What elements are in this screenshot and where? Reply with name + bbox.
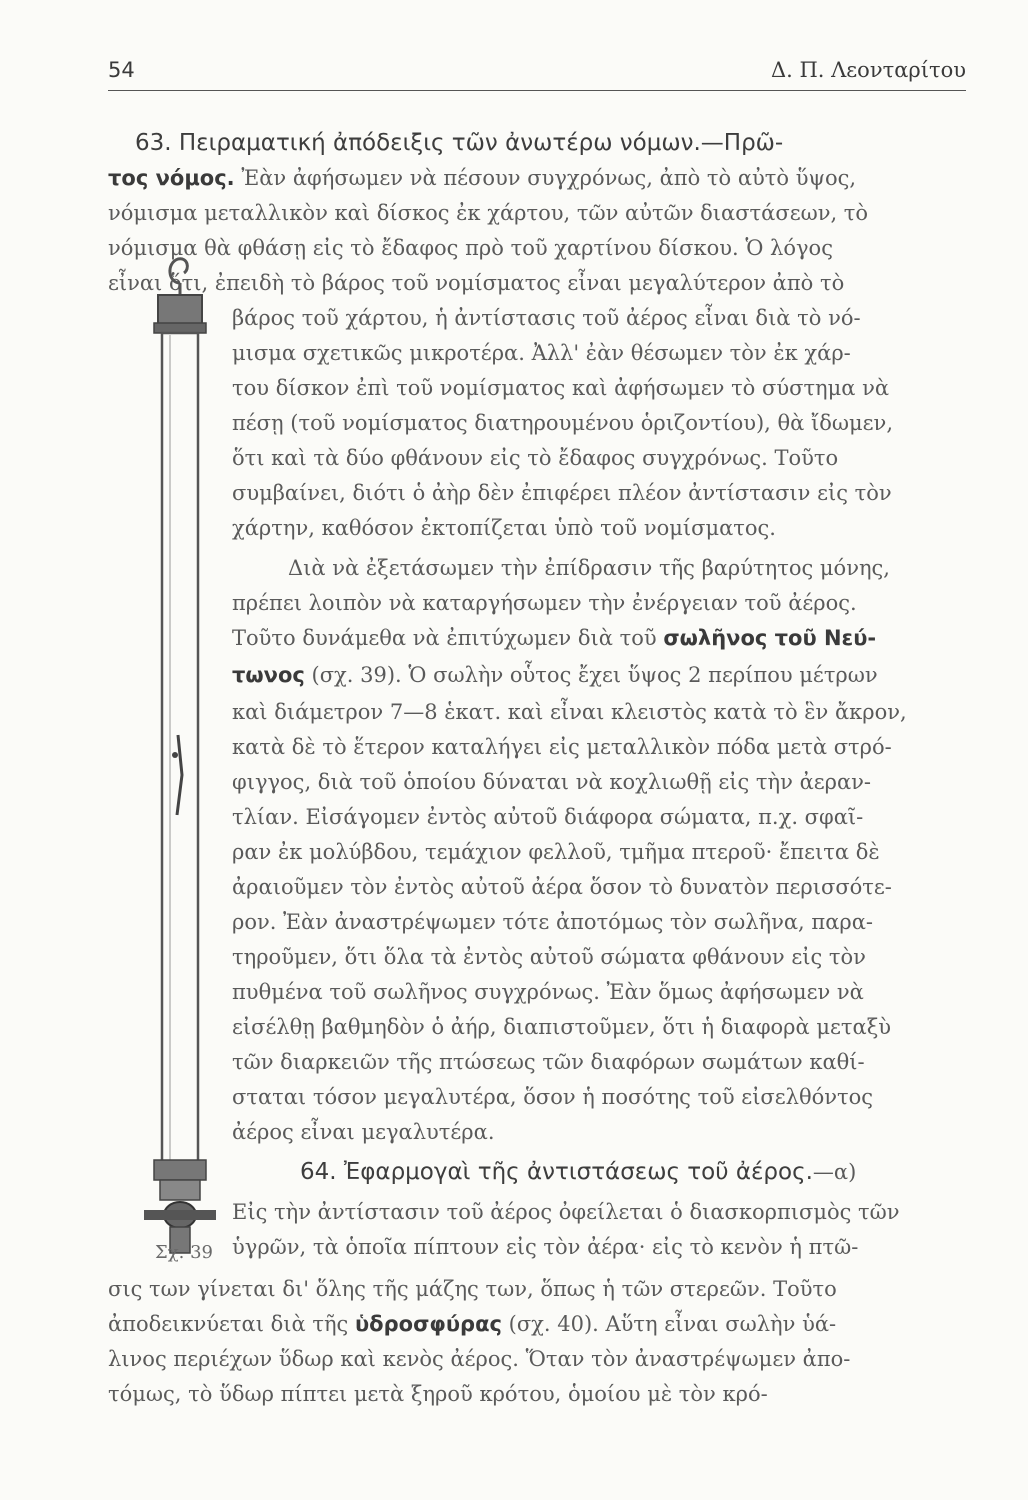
text-line [108, 1344, 850, 1374]
text-run: του δίσκον ἐπὶ τοῦ νομίσματος καὶ ἀφήσωμεν τὸ σύστημα νὰ [232, 376, 890, 400]
text-run: εἶναι ὅτι, ἐπειδὴ τὸ βάρος τοῦ νομίσματος εἶναι μεγαλύτερον ἀπὸ τὸ [108, 271, 845, 295]
text-line [108, 1309, 836, 1339]
bold-term: ὑδροσφύρας [355, 1312, 502, 1336]
text-line [232, 942, 866, 972]
text-run: ρον. Ἐὰν ἀναστρέψωμεν τότε ἀποτόμως τὸν σωλῆνα, παρα- [232, 910, 873, 934]
text-line [232, 513, 776, 543]
text-run: —α) [812, 1160, 857, 1184]
text-run: ἀέρος εἶναι μεγαλυτέρα. [232, 1120, 495, 1144]
text-run: πυθμένα τοῦ σωλῆνος συγχρόνως. Ἐὰν ὅμως ἀφήσωμεν νὰ [232, 980, 864, 1004]
text-line [232, 303, 861, 333]
text-line [232, 732, 892, 762]
text-run: πέσῃ (τοῦ νομίσματος διατηρουμένου ὁριζοντίου), θὰ ἴδωμεν, [232, 411, 893, 435]
feather [177, 735, 182, 815]
text-run: Τοῦτο δυνάμεθα νὰ ἐπιτύχωμεν διὰ τοῦ [232, 626, 664, 650]
text-run: καὶ διάμετρον 7—8 ἑκατ. καὶ εἶναι κλειστὸς κατὰ τὸ ἓν ἄκρον, [232, 700, 907, 724]
text-run: νόμισμα θὰ φθάσῃ εἰς τὸ ἔδαφος πρὸ τοῦ χαρτίνου δίσκου. Ὁ λόγος [108, 236, 833, 260]
text-run: εἰσέλθῃ βαθμηδὸν ὁ ἀήρ, διαπιστοῦμεν, ὅτι ἡ διαφορὰ μεταξὺ [232, 1015, 892, 1039]
text-line [108, 1379, 768, 1409]
text-line [232, 977, 864, 1007]
text-line [232, 767, 871, 797]
text-line [232, 623, 876, 653]
text-run: συμβαίνει, διότι ὁ ἀὴρ δὲν ἐπιφέρει πλέον ἀντίστασιν εἰς τὸν [232, 481, 892, 505]
text-line [232, 1012, 891, 1042]
text-run: (σχ. 39). Ὁ σωλὴν οὗτος ἔχει ὕψος 2 περίπου μέτρων [304, 663, 878, 687]
text-line [108, 163, 856, 193]
text-run: χάρτην, καθόσον ἐκτοπίζεται ὑπὸ τοῦ νομίσματος. [232, 516, 776, 540]
text-line [232, 1197, 900, 1227]
newton-tube-figure [140, 255, 220, 1265]
text-line [232, 408, 893, 438]
running-head: Δ. Π. Λεονταρίτου [770, 58, 966, 82]
bold-term: τωνος [232, 663, 305, 687]
text-run: ραν ἐκ μολύβδου, τεμάχιον φελλοῦ, τμῆμα πτεροῦ· ἔπειτα δὲ [232, 840, 880, 864]
text-line [232, 443, 838, 473]
text-line [232, 373, 889, 403]
text-run: σις των γίνεται δι' ὅλης τῆς μάζης των, ὅπως ἡ τῶν στερεῶν. Τοῦτο [108, 1277, 837, 1301]
page-number: 54 [108, 58, 135, 82]
text-line [232, 872, 892, 902]
text-line [288, 553, 890, 583]
text-run: νόμισμα μεταλλικὸν καὶ δίσκος ἐκ χάρτου, τῶν αὐτῶν διαστάσεων, τὸ [108, 201, 869, 225]
text-line [232, 478, 892, 508]
hook [170, 259, 187, 283]
text-run: μισμα σχετικῶς μικροτέρα. Ἀλλ' ἐὰν θέσωμεν τὸν ἐκ χάρ- [232, 341, 851, 365]
top-cap [158, 295, 202, 325]
text-run: τῶν διαρκειῶν τῆς πτώσεως τῶν διαφόρων σωμάτων καθί- [232, 1050, 865, 1074]
text-run: Διὰ νὰ ἐξετάσωμεν τὴν ἐπίδρασιν τῆς βαρύτητος μόνης, [288, 556, 890, 580]
text-line [232, 588, 857, 618]
text-line [232, 907, 873, 937]
text-line [108, 198, 868, 228]
text-run: Ἐὰν ἀφήσωμεν νὰ πέσουν συγχρόνως, ἀπὸ τὸ αὐτὸ ὕψος, [234, 166, 857, 190]
text-run: σταται τόσον μεγαλυτέρα, ὅσον ἡ ποσότης τοῦ εἰσελθόντος [232, 1085, 874, 1109]
text-run: ἀραιοῦμεν τὸν ἐντὸς αὐτοῦ ἀέρα ὅσον τὸ δυνατὸν περισσότε- [232, 875, 892, 899]
section-heading: 64. Ἐφαρμογαὶ τῆς ἀντιστάσεως τοῦ ἀέρος. [300, 1159, 813, 1185]
figure-caption: Σχ. 39 [155, 1242, 213, 1263]
text-run: βάρος τοῦ χάρτου, ἡ ἀντίστασις τοῦ ἀέρος εἶναι διὰ τὸ νό- [232, 306, 861, 330]
page-header [108, 50, 966, 91]
text-run: φιγγος, διὰ τοῦ ὁποίου δύναται νὰ κοχλιωθῇ εἰς τὴν ἀεραν- [232, 770, 872, 794]
bold-term: σωλῆνος τοῦ Νεύ- [663, 626, 877, 650]
text-run: ἀποδεικνύεται διὰ τῆς [108, 1312, 355, 1336]
text-run: ὑγρῶν, τὰ ὁποῖα πίπτουν εἰς τὸν ἀέρα· εἰς τὸ κενὸν ἡ πτῶ- [232, 1235, 859, 1259]
text-run: κατὰ δὲ τὸ ἕτερον καταλήγει εἰς μεταλλικὸν πόδα μετὰ στρό- [232, 735, 892, 759]
text-run: ὅτι καὶ τὰ δύο φθάνουν εἰς τὸ ἔδαφος συγχρόνως. Τοῦτο [232, 446, 839, 470]
text-line [232, 660, 878, 690]
text-line [232, 1117, 495, 1147]
bold-term: τος νόμος. [108, 166, 235, 190]
text-line [300, 1157, 856, 1187]
text-line [232, 1082, 873, 1112]
text-line [232, 837, 880, 867]
text-line [232, 802, 863, 832]
text-run: τόμως, τὸ ὕδωρ πίπτει μετὰ ξηροῦ κρότου, ὁμοίου μὲ τὸν κρό- [108, 1382, 768, 1406]
text-run: τλίαν. Εἰσάγομεν ἐντὸς αὐτοῦ διάφορα σώματα, π.χ. σφαῖ- [232, 805, 864, 829]
text-run: (σχ. 40). Αὕτη εἶναι σωλὴν ὑά- [501, 1312, 837, 1336]
text-run: πρέπει λοιπὸν νὰ καταργήσωμεν τὴν ἐνέργειαν τοῦ ἀέρος. [232, 591, 857, 615]
text-line [232, 1047, 865, 1077]
bottom-collar [154, 1160, 206, 1180]
text-line [232, 1232, 858, 1262]
text-run: τηροῦμεν, ὅτι ὅλα τὰ ἐντὸς αὐτοῦ σώματα φθάνουν εἰς τὸν [232, 945, 866, 969]
text-line [135, 128, 783, 158]
text-line [108, 1274, 837, 1304]
text-run: Εἰς τὴν ἀντίστασιν τοῦ ἀέρος ὀφείλεται ὁ διασκορπισμὸς τῶν [232, 1200, 900, 1224]
text-line [232, 338, 851, 368]
text-line [232, 697, 907, 727]
section-heading: 63. Πειραματική ἀπόδειξις τῶν ἀνωτέρω νόμων.—Πρῶ- [135, 130, 784, 156]
text-run: λινος περιέχων ὕδωρ καὶ κενὸς ἀέρος. Ὅταν τὸν ἀναστρέψωμεν ἀπο- [108, 1347, 851, 1371]
